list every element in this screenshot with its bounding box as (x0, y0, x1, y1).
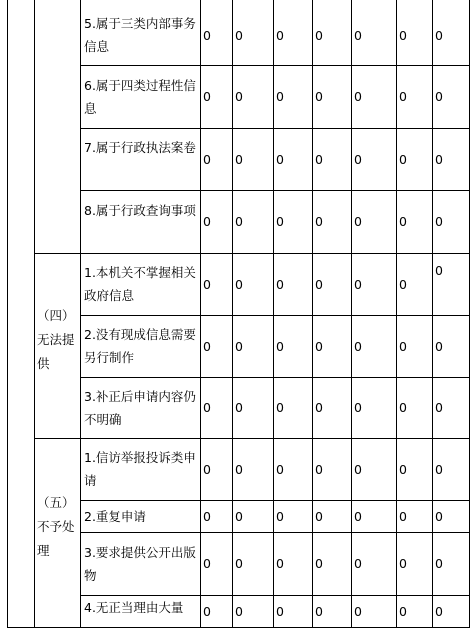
row-divider (80, 65, 470, 66)
value-cell: 0 (235, 276, 243, 292)
value-cell: 0 (203, 603, 211, 619)
value-cell: 0 (315, 603, 323, 619)
item-label: 4.无正当理由大量 (84, 600, 184, 615)
table-border-right (469, 0, 470, 628)
value-cell: 0 (203, 338, 211, 354)
value-cell: 0 (203, 400, 211, 415)
value-cell: 0 (276, 603, 284, 619)
value-cell: 0 (354, 400, 362, 415)
value-cell: 0 (235, 400, 243, 415)
value-cell: 0 (315, 214, 323, 229)
value-cell: 0 (276, 338, 284, 354)
value-cell: 0 (354, 276, 362, 292)
value-cell: 0 (399, 508, 407, 524)
value-cell: 0 (435, 508, 443, 524)
value-cell: 0 (435, 556, 443, 571)
value-cell: 0 (276, 151, 284, 167)
item-label: 1.本机关不掌握相关政府信息 (84, 265, 196, 303)
value-cell: 0 (435, 338, 443, 354)
value-cell: 0 (354, 214, 362, 229)
row-divider (34, 438, 470, 439)
value-cell: 0 (315, 400, 323, 415)
value-cell: 0 (399, 276, 407, 292)
value-cell: 0 (276, 400, 284, 415)
row-divider (80, 500, 470, 501)
value-cell: 0 (435, 27, 443, 43)
value-cell: 0 (354, 603, 362, 619)
value-cell: 0 (276, 89, 284, 104)
row-divider (34, 253, 470, 254)
value-cell: 0 (203, 27, 211, 43)
row-divider (34, 627, 470, 628)
value-cell: 0 (235, 556, 243, 571)
value-cell: 0 (399, 214, 407, 229)
value-cell: 0 (203, 508, 211, 524)
value-cell: 0 (435, 89, 443, 104)
value-cell: 0 (235, 461, 243, 477)
row-divider (80, 315, 470, 316)
value-cell: 0 (276, 461, 284, 477)
table-border-left (7, 0, 8, 628)
value-cell: 0 (435, 262, 443, 278)
value-cell: 0 (276, 556, 284, 571)
value-cell: 0 (203, 461, 211, 477)
value-cell: 0 (315, 151, 323, 167)
row-divider (80, 532, 470, 533)
value-cell: 0 (203, 151, 211, 167)
value-cell: 0 (435, 151, 443, 167)
value-cell: 0 (276, 214, 284, 229)
group-label: （五）不予处理 (37, 495, 75, 558)
value-cell: 0 (235, 603, 243, 619)
value-cell: 0 (315, 461, 323, 477)
row-divider (7, 627, 34, 628)
value-cell: 0 (354, 508, 362, 524)
value-cell: 0 (354, 556, 362, 571)
value-cell: 0 (435, 400, 443, 415)
value-cell: 0 (315, 338, 323, 354)
value-cell: 0 (435, 603, 443, 619)
value-cell: 0 (235, 27, 243, 43)
value-cell: 0 (315, 276, 323, 292)
value-cell: 0 (399, 27, 407, 43)
item-label: 3.补正后申请内容仍不明确 (84, 388, 196, 427)
value-cell: 0 (235, 214, 243, 229)
value-cell: 0 (315, 508, 323, 524)
value-cell: 0 (399, 151, 407, 167)
value-cell: 0 (235, 508, 243, 524)
item-label: 7.属于行政执法案卷 (84, 140, 196, 155)
value-cell: 0 (315, 89, 323, 104)
value-cell: 0 (315, 27, 323, 43)
item-label: 2.重复申请 (84, 508, 146, 524)
value-cell: 0 (354, 151, 362, 167)
value-cell: 0 (276, 508, 284, 524)
item-label: 8.属于行政查询事项 (84, 202, 196, 218)
item-label: 1.信访举报投诉类申请 (84, 450, 196, 488)
value-cell: 0 (235, 338, 243, 354)
row-divider (80, 377, 470, 378)
value-cell: 0 (276, 27, 284, 43)
value-cell: 0 (435, 461, 443, 477)
value-cell: 0 (315, 556, 323, 571)
value-cell: 0 (399, 400, 407, 415)
item-label: 6.属于四类过程性信息 (84, 77, 196, 116)
value-cell: 0 (354, 27, 362, 43)
value-cell: 0 (399, 89, 407, 104)
value-cell: 0 (354, 461, 362, 477)
row-divider (80, 190, 470, 191)
row-divider (80, 128, 470, 129)
value-cell: 0 (203, 89, 211, 104)
group-label: （四）无法提供 (37, 308, 75, 371)
item-label: 2.没有现成信息需要另行制作 (84, 327, 196, 365)
value-cell: 0 (354, 89, 362, 104)
value-cell: 0 (203, 276, 211, 292)
value-cell: 0 (235, 89, 243, 104)
value-cell: 0 (276, 276, 284, 292)
item-label: 3.要求提供公开出版物 (84, 544, 196, 583)
value-cell: 0 (399, 603, 407, 619)
value-cell: 0 (399, 461, 407, 477)
value-cell: 0 (399, 338, 407, 354)
item-label: 5.属于三类内部事务信息 (84, 16, 196, 54)
value-cell: 0 (435, 214, 443, 229)
value-cell: 0 (203, 214, 211, 229)
value-cell: 0 (203, 556, 211, 571)
value-cell: 0 (354, 338, 362, 354)
value-cell: 0 (235, 151, 243, 167)
value-cell: 0 (399, 556, 407, 571)
